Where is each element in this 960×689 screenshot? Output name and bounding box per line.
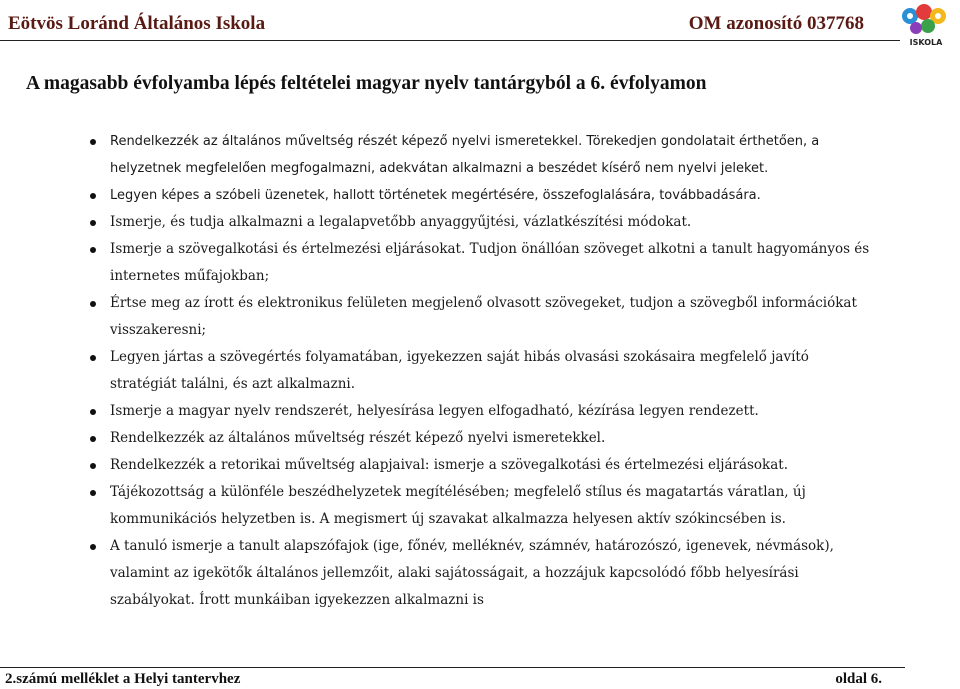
school-name: Eötvös Loránd Általános Iskola: [8, 13, 266, 34]
bullet-icon: [90, 436, 96, 442]
footer-page-number: oldal 6.: [835, 671, 882, 687]
school-logo-icon: [898, 2, 954, 48]
list-item: Tájékozottság a különféle beszédhelyzetek megítélésében; megfelelő stílus és magatartás váratlan, új kommunikációs helyzetben is. A megismert új szavakat alkalmazza helyesen aktív szókincsében is.: [84, 479, 874, 533]
footer-document-label: 2.számú melléklet a Helyi tantervhez: [5, 671, 241, 687]
list-item: Legyen jártas a szövegértés folyamatában, igyekezzen saját hibás olvasási szokásaira megfelelő javító stratégiát találni, és azt alkalmazni.: [84, 344, 874, 398]
page-header: [0, 0, 960, 47]
list-item: Rendelkezzék az általános műveltség részét képező nyelvi ismeretekkel.: [84, 425, 874, 452]
bullet-icon: [90, 220, 96, 226]
list-item: Értse meg az írott és elektronikus felületen megjelenő olvasott szövegeket, tudjon a szövegből információkat visszakeresni;: [84, 290, 874, 344]
page-title: A magasabb évfolyamba lépés feltételei magyar nyelv tantárgyból a 6. évfolyamon: [26, 73, 707, 94]
list-item: Ismerje, és tudja alkalmazni a legalapvetőbb anyaggyűjtési, vázlatkészítési módokat.: [84, 209, 874, 236]
footer-divider: [0, 667, 905, 668]
list-item: A tanuló ismerje a tanult alapszófajok (ige, főnév, melléknév, számnév, határozószó, igenevek, névmások), valamint az igekötők általános jellemzőit, alaki sajátosságait, a hozzájuk kapcsolódó főbb helyesírási szabályokat. Írott munkáiban igyekezzen alkalmazni is: [84, 533, 874, 614]
bullet-icon: [90, 463, 96, 469]
bullet-icon: [90, 247, 96, 253]
list-item: Rendelkezzék az általános műveltség részét képező nyelvi ismeretekkel. Törekedjen gondolatait érthetően, a helyzetnek megfelelően megfogalmazni, adekvátan alkalmazni a beszédet kísérő nem nyelvi jeleket.: [84, 128, 874, 182]
bullet-icon: [90, 355, 96, 361]
bullet-icon: [90, 544, 96, 550]
header-divider: [0, 40, 900, 41]
list-item: Legyen képes a szóbeli üzenetek, hallott történetek megértésére, összefoglalására, továbbadására.: [84, 182, 874, 209]
list-item: Ismerje a szövegalkotási és értelmezési eljárásokat. Tudjon önállóan szöveget alkotni a tanult hagyományos és internetes műfajokban;: [84, 236, 874, 290]
bullet-icon: [90, 193, 96, 199]
list-item: Rendelkezzék a retorikai műveltség alapjaival: ismerje a szövegalkotási és értelmezési eljárásokat.: [84, 452, 874, 479]
bullet-icon: [90, 409, 96, 415]
requirements-list: [84, 128, 874, 614]
list-item: Ismerje a magyar nyelv rendszerét, helyesírása legyen elfogadható, kézírása legyen rendezett.: [84, 398, 874, 425]
logo-text: ISKOLA: [909, 38, 943, 47]
bullet-icon: [90, 139, 96, 145]
bullet-icon: [90, 490, 96, 496]
om-identifier: OM azonosító 037768: [688, 13, 864, 34]
bullet-icon: [90, 301, 96, 307]
